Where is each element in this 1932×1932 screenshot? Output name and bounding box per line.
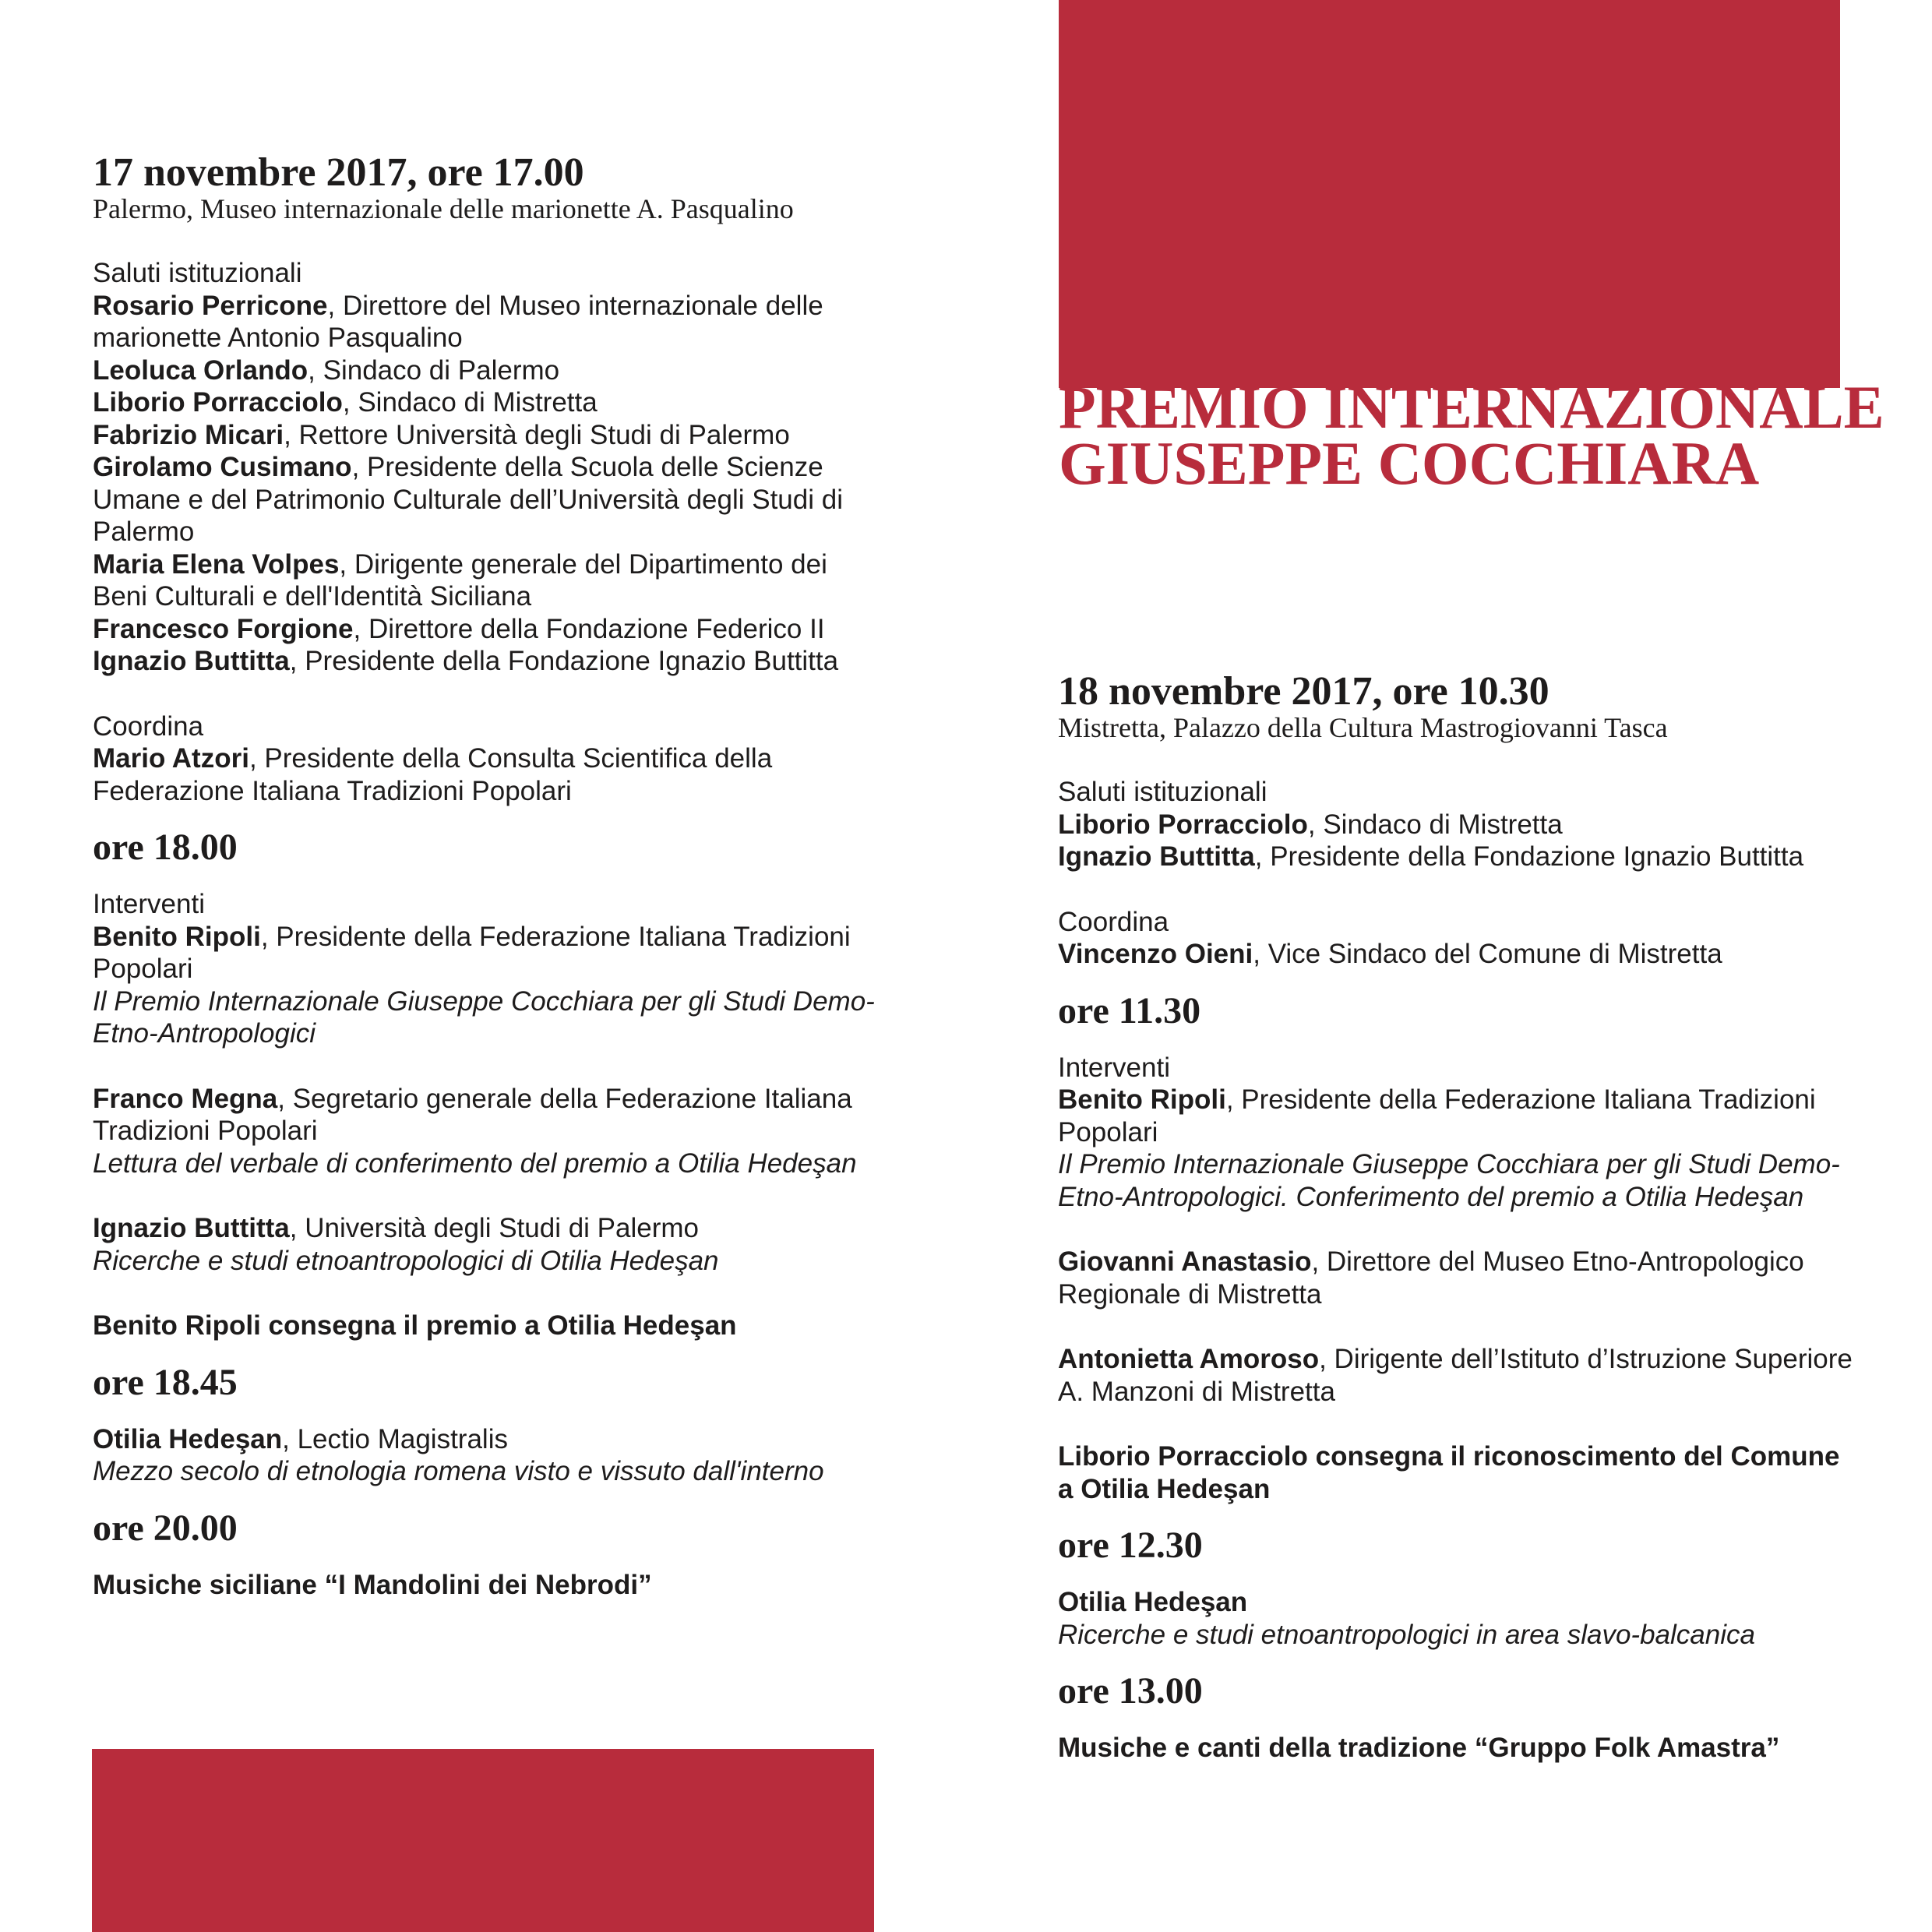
day2-intervento-3: Antonietta Amoroso, Dirigente dell’Istituto d’Istruzione Superiore A. Manzoni di Mistretta xyxy=(1058,1344,1853,1407)
day2-intervento-1: Benito Ripoli, Presidente della Federazione Italiana Tradizioni Popolari Il Premio Internazionale Giuseppe Cocchiara per gli Studi Demo-Etno-Antropologici. Conferimento del premio a Otilia Hedeşan xyxy=(1058,1084,1840,1212)
day2-place: Mistretta, Palazzo della Cultura Mastrogiovanni Tasca xyxy=(1058,712,1668,743)
list-item: Fabrizio Micari, Rettore Università degli Studi di Palermo xyxy=(93,419,790,450)
day2-award: Liborio Porracciolo consegna il riconoscimento del Comune a Otilia Hedeşan xyxy=(1058,1441,1840,1504)
day1-time-4: ore 20.00 xyxy=(93,1507,238,1549)
day2-coordina-label: Coordina xyxy=(1058,906,1169,937)
program-day2 xyxy=(1058,669,1853,1765)
award-title-line2: GIUSEPPE COCCHIARA xyxy=(1059,429,1760,497)
day1-coordina: Mario Atzori, Presidente della Consulta Scientifica della Federazione Italiana Tradizioni Popolari xyxy=(93,743,773,806)
award-title-line1: PREMIO INTERNAZIONALE xyxy=(1059,373,1884,441)
list-item: Liborio Porracciolo, Sindaco di Mistretta xyxy=(1058,809,1563,840)
list-item: Maria Elena Volpes, Dirigente generale del Dipartimento dei Beni Culturali e dell'Identità Siciliana xyxy=(93,548,827,612)
day1-coordina-label: Coordina xyxy=(93,710,204,742)
day2-time-3: ore 12.30 xyxy=(1058,1525,1203,1566)
list-item: Girolamo Cusimano, Presidente della Scuola delle Scienze Umane e del Patrimonio Culturale dell’Università degli Studi di Palermo xyxy=(93,452,843,547)
day1-interventi-label: Interventi xyxy=(93,889,205,919)
list-item: Leoluca Orlando, Sindaco di Palermo xyxy=(93,354,560,386)
day2-saluti-list xyxy=(1058,809,1853,873)
day2-time-2: ore 11.30 xyxy=(1058,989,1201,1031)
day2-coordina: Vincenzo Oieni, Vice Sindaco del Comune di Mistretta xyxy=(1058,939,1722,969)
decorative-red-block-top xyxy=(1059,0,1840,388)
day2-intervento-2: Giovanni Anastasio, Direttore del Museo Etno-Antropologico Regionale di Mistretta xyxy=(1058,1246,1804,1310)
day1-saluti-label: Saluti istituzionali xyxy=(93,258,302,288)
day1-intervento-1: Benito Ripoli, Presidente della Federazione Italiana Tradizioni Popolari Il Premio Internazionale Giuseppe Cocchiara per gli Studi Demo-Etno-Antropologici xyxy=(93,921,875,1049)
day2-date: 18 novembre 2017, ore 10.30 xyxy=(1058,669,1549,714)
award-title xyxy=(1059,373,1884,497)
list-item: Ignazio Buttitta, Presidente della Fondazione Ignazio Buttitta xyxy=(1058,841,1804,872)
program-day1 xyxy=(93,150,880,1601)
day1-place: Palermo, Museo internazionale delle marionette A. Pasqualino xyxy=(93,193,794,224)
day1-lectio: Otilia Hedeşan, Lectio Magistralis Mezzo secolo di etnologia romena visto e vissuto dall'interno xyxy=(93,1423,824,1486)
day1-award: Benito Ripoli consegna il premio a Otilia Hedeşan xyxy=(93,1310,737,1341)
day1-saluti-list xyxy=(93,290,880,678)
day1-time-2: ore 18.00 xyxy=(93,827,238,868)
list-item: Rosario Perricone, Direttore del Museo internazionale delle marionette Antonio Pasqualino xyxy=(93,290,823,353)
decorative-red-block-bottom xyxy=(92,1749,874,1932)
day2-interventi-label: Interventi xyxy=(1058,1052,1170,1083)
list-item: Liborio Porracciolo, Sindaco di Mistretta xyxy=(93,387,598,418)
list-item: Ignazio Buttitta, Presidente della Fondazione Ignazio Buttitta xyxy=(93,646,839,676)
day1-date: 17 novembre 2017, ore 17.00 xyxy=(93,150,584,195)
list-item: Francesco Forgione, Direttore della Fondazione Federico II xyxy=(93,613,825,644)
day2-time-4: ore 13.00 xyxy=(1058,1670,1203,1712)
day1-intervento-2: Franco Megna, Segretario generale della Federazione Italiana Tradizioni Popolari Lettura del verbale di conferimento del premio a Otilia Hedeşan xyxy=(93,1083,857,1179)
day2-music: Musiche e canti della tradizione “Gruppo Folk Amastra” xyxy=(1058,1733,1780,1763)
day2-saluti-label: Saluti istituzionali xyxy=(1058,777,1267,807)
day1-music: Musiche siciliane “I Mandolini dei Nebrodi” xyxy=(93,1569,652,1600)
day1-intervento-3: Ignazio Buttitta, Università degli Studi di Palermo Ricerche e studi etnoantropologici di Otilia Hedeşan xyxy=(93,1213,719,1276)
day1-time-3: ore 18.45 xyxy=(93,1361,238,1403)
day2-lectio: Otilia Hedeşan Ricerche e studi etnoantropologici in area slavo-balcanica xyxy=(1058,1587,1755,1650)
